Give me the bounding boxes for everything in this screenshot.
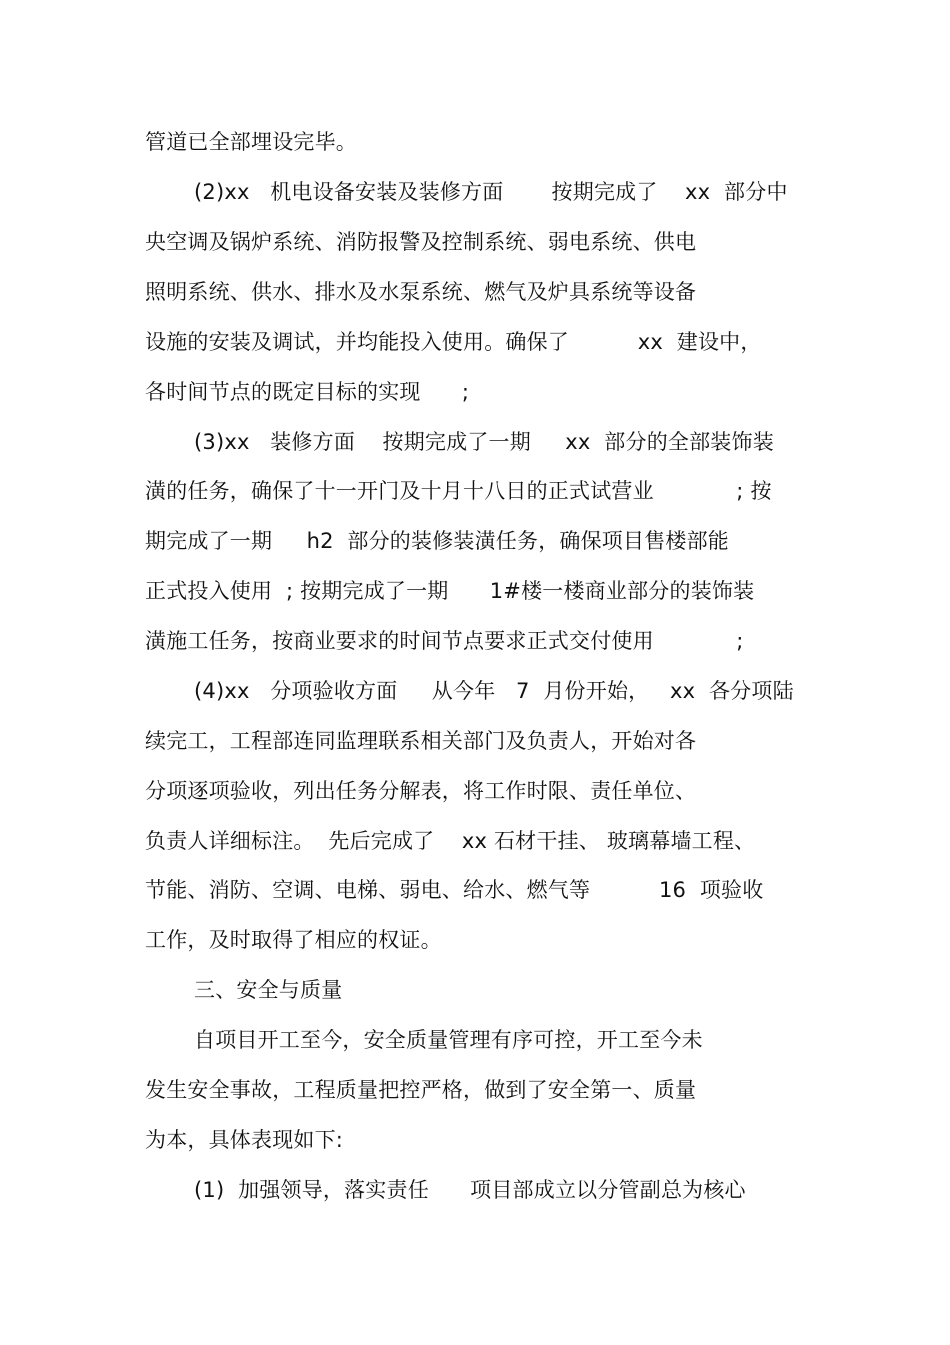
text-line: (2)xx 机电设备安装及装修方面 按期完成了 xx 部分中	[194, 180, 788, 204]
text-line: (4)xx 分项验收方面 从今年 7 月份开始， xx 各分项陆	[194, 679, 794, 703]
text-line: 央空调及锅炉系统、消防报警及控制系统、弱电系统、供电	[145, 230, 697, 254]
text-line: 设施的安装及调试，并均能投入使用。确保了 xx 建设中，	[145, 330, 762, 354]
section-heading: 三、安全与质量	[194, 978, 343, 1002]
text-line: 期完成了一期 h2 部分的装修装潢任务，确保项目售楼部能	[145, 529, 729, 553]
text-line: (3)xx 装修方面 按期完成了一期 xx 部分的全部装饰装	[194, 430, 774, 454]
text-line: 为本，具体表现如下:	[145, 1128, 344, 1152]
text-line: 潢的任务，确保了十一开门及十月十八日的正式试营业 ; 按	[145, 479, 772, 503]
text-line: 工作，及时取得了相应的权证。	[145, 928, 442, 952]
text-line: 正式投入使用 ; 按期完成了一期 1#楼一楼商业部分的装饰装	[145, 579, 755, 603]
text-line: (1) 加强领导，落实责任 项目部成立以分管副总为核心	[194, 1178, 746, 1202]
text-line: 节能、消防、空调、电梯、弱电、给水、燃气等 16 项验收	[145, 878, 764, 902]
text-line: 分项逐项验收，列出任务分解表，将工作时限、责任单位、	[145, 779, 697, 803]
text-line: 管道已全部埋设完毕。	[145, 130, 357, 154]
text-line: 自项目开工至今，安全质量管理有序可控，开工至今未	[194, 1028, 703, 1052]
text-line: 照明系统、供水、排水及水泵系统、燃气及炉具系统等设备	[145, 280, 697, 304]
text-line: 各时间节点的既定目标的实现 ;	[145, 380, 470, 404]
text-line: 续完工，工程部连同监理联系相关部门及负责人，开始对各	[145, 729, 697, 753]
text-line: 潢施工任务，按商业要求的时间节点要求正式交付使用 ;	[145, 629, 744, 653]
text-line: 发生安全事故，工程质量把控严格，做到了安全第一、质量	[145, 1078, 697, 1102]
text-line: 负责人详细标注。 先后完成了 xx 石材干挂、 玻璃幕墙工程、	[145, 829, 756, 853]
